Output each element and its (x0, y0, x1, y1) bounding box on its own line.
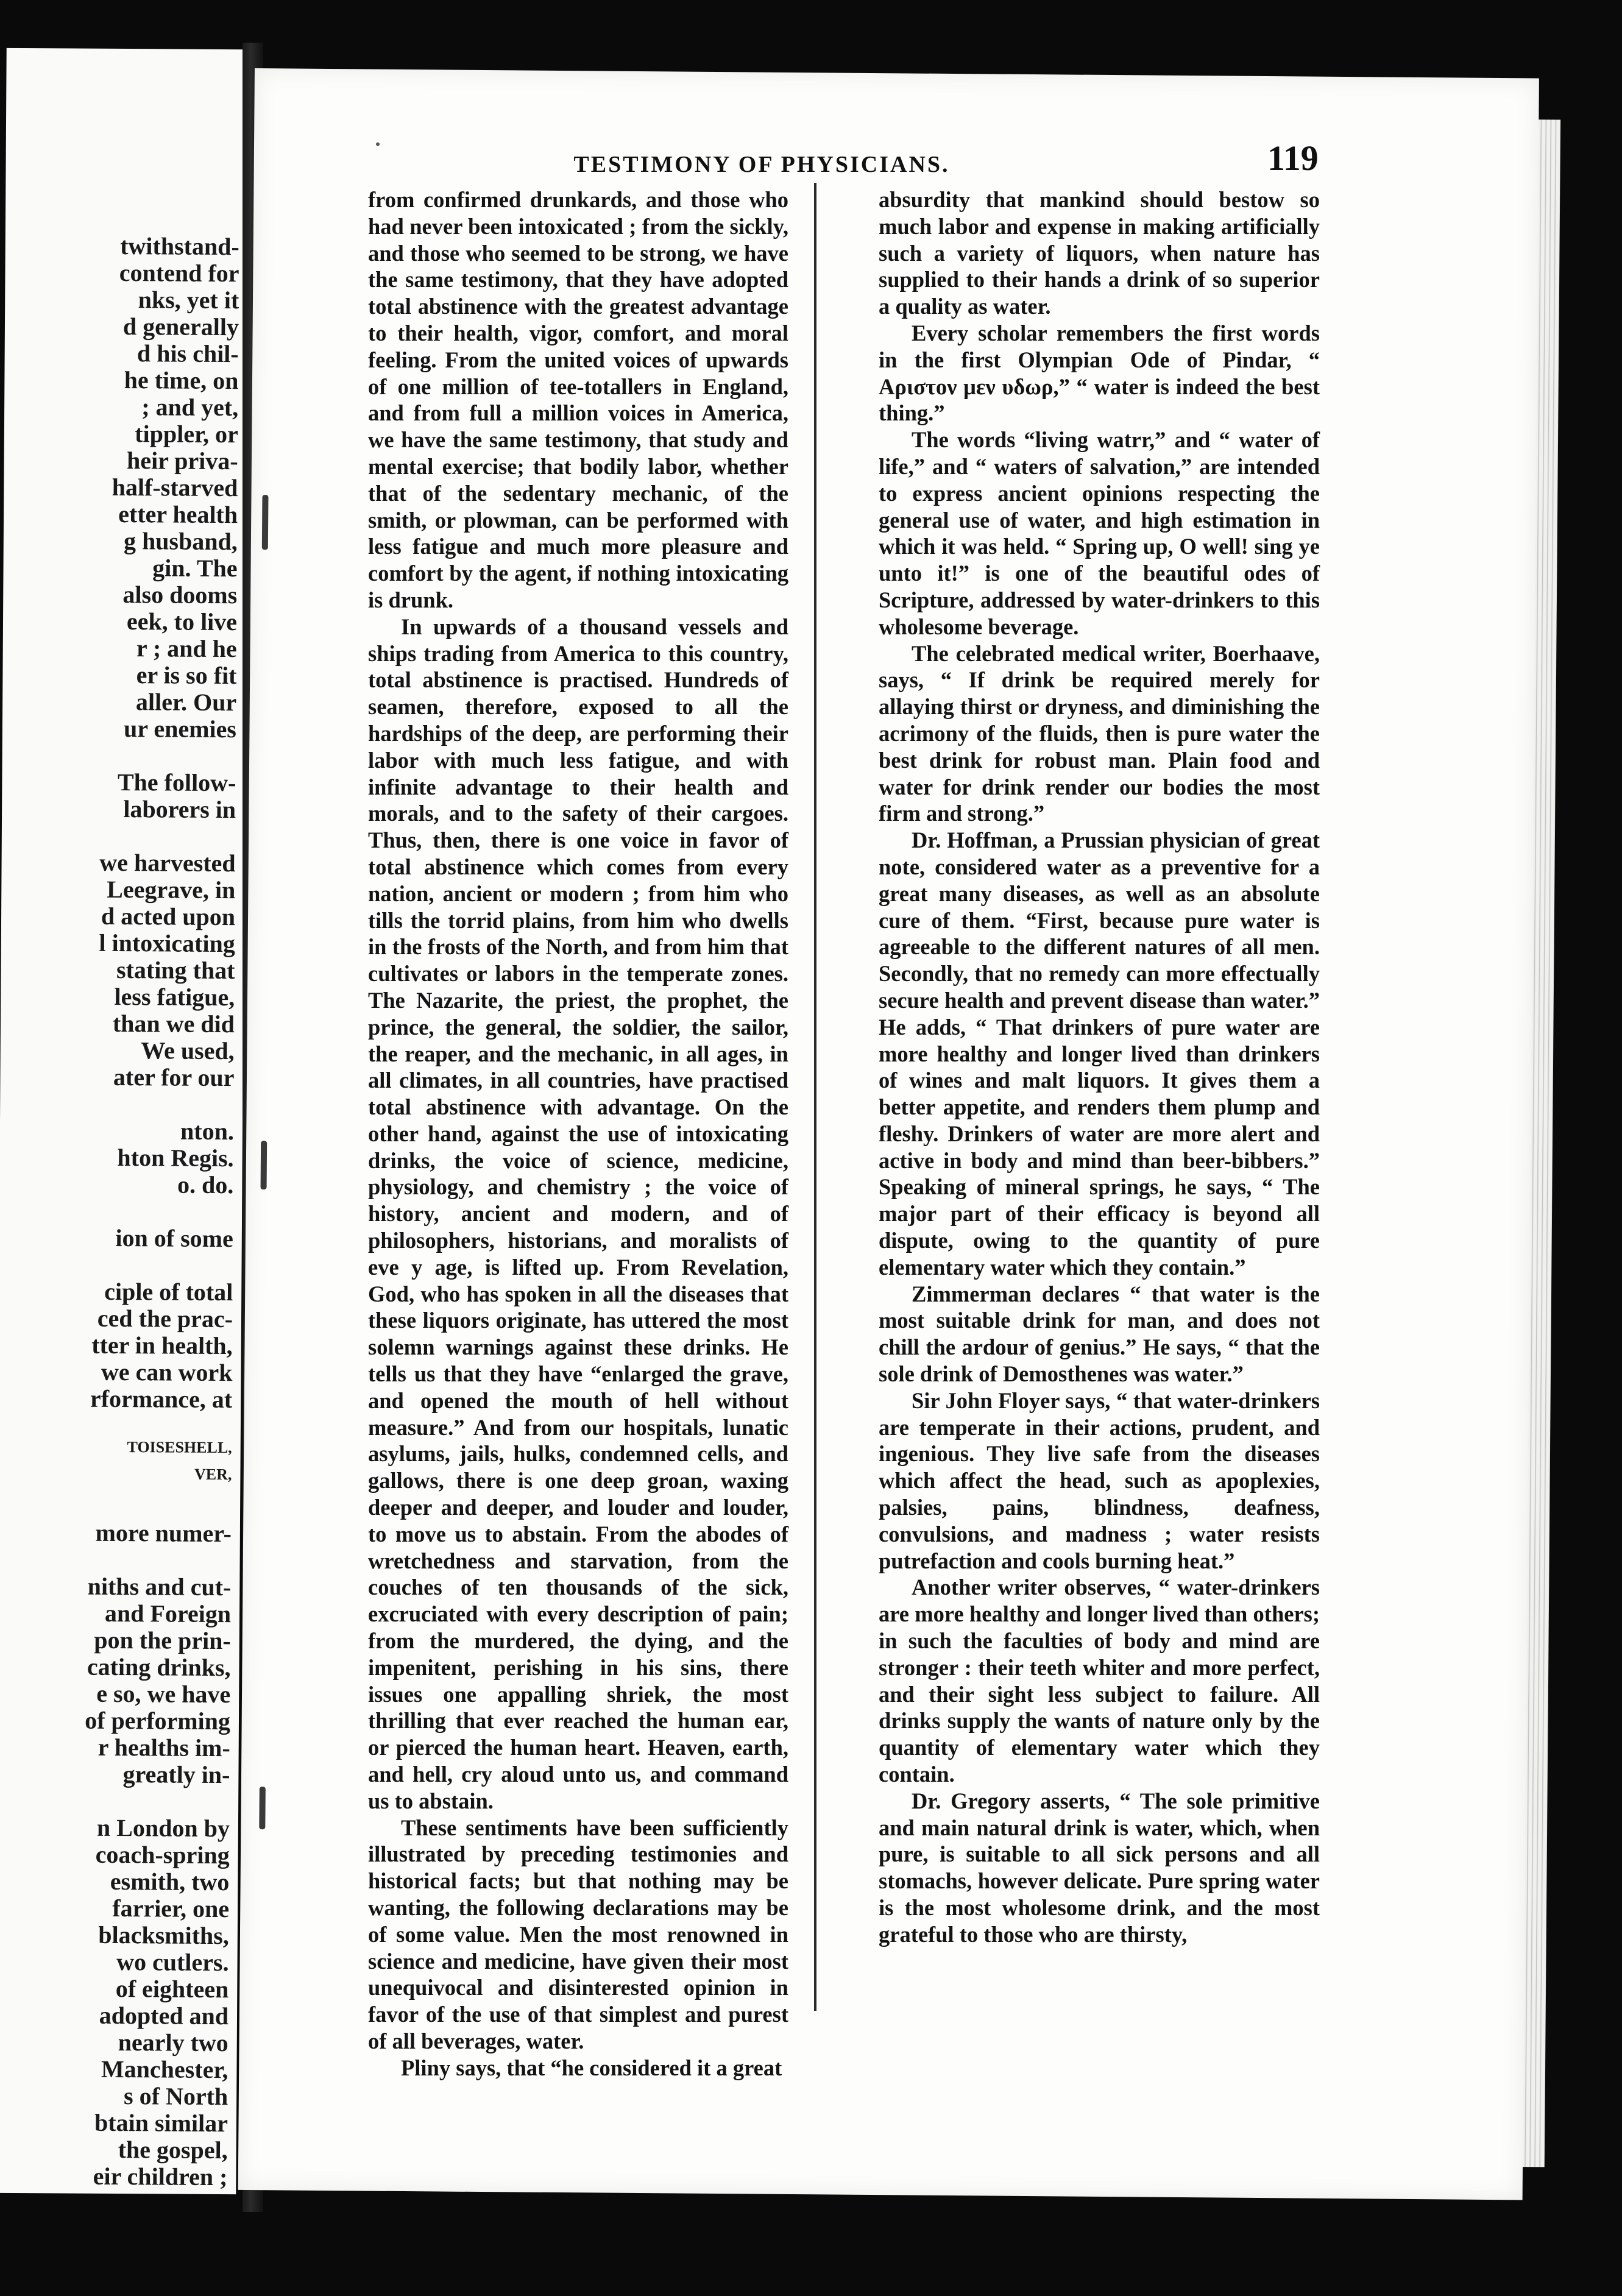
previous-page-text-fragment: and Foreign (104, 1599, 232, 1628)
previous-page-text-fragment: of eighteen (115, 1974, 229, 2004)
paragraph: absurdity that mankind should bestow so much labor and expense in making artificially such a variety of liquors, when nature has supplied to their hands a drink of so superior a quality as water. (879, 187, 1320, 319)
previous-page-text-fragment: ced the prac- (97, 1304, 233, 1333)
previous-page-text-fragment: eir children ; (93, 2162, 228, 2191)
previous-page-text-fragment: less fatigue, (114, 982, 235, 1012)
previous-page-text-fragment: l intoxicating (99, 929, 235, 958)
paragraph: These sentiments have been sufficiently illustrated by preceding testimonies and historical facts; but that nothing may be wanting, the following declarations may be of some value. Men the most renowned in science and medicine, have given their most unequivocal and disinterested opinion in favor of the use of that simplest and purest of all beverages, water. (368, 1815, 788, 2053)
previous-page-text-fragment: Leegrave, in (107, 875, 236, 904)
previous-page-text-fragment: The follow- (117, 768, 236, 797)
column-rule (814, 183, 816, 2011)
previous-page-text-fragment: aller. Our (135, 688, 237, 717)
previous-page-text-fragment: greatly in- (122, 1760, 230, 1789)
previous-page-text-fragment: ; and yet, (141, 393, 239, 422)
previous-page-text-fragment: ciple of total (104, 1277, 233, 1306)
previous-page-text-fragment: half-starved (112, 473, 238, 502)
previous-page-text-fragment: o. do. (177, 1171, 234, 1199)
paragraph: Pliny says, that “he considered it a great (401, 2055, 782, 2080)
paragraph: The words “living watrr,” and “ water of life,” and “ waters of salvation,” are intended to express ancient opinions respecting the general use of water, and high estimation in which it was held. “ Spring up, O well! sing ye unto it!” is one of the beautiful odes of Scripture, addressed by water-drinkers to this wholesome beverage. (879, 427, 1320, 639)
paragraph: The celebrated medical writer, Boerhaave, says, “ If drink be required merely for allaying thirst or dryness, and diminishing the acrimony of the fluids, then is pure water the best drink for robust man. Plain food and water for drink render our bodies the most firm and strong.” (879, 640, 1320, 826)
paragraph: Zimmerman declares “ that water is the most suitable drink for man, and does not chill the ardour of genius.” He says, “ that the sole drink of Demosthenes was water.” (879, 1281, 1320, 1387)
previous-page-text-fragment: nks, yet it (138, 286, 239, 314)
previous-page-text-fragment: s of North (123, 2082, 228, 2111)
binding-thread-mark (259, 1787, 266, 1829)
previous-page-text-fragment: tippler, or (135, 420, 239, 448)
paragraph: Dr. Gregory asserts, “ The sole primitive and main natural drink is water, which, when pure, is suitable to all sick persons and all stomachs, however delicate. Pure spring water is the most wholesome drink, and the most grateful to those who are thirsty, (879, 1788, 1320, 1947)
previous-page-text-fragment: ater for our (113, 1063, 235, 1092)
binding-thread-mark (262, 495, 269, 550)
previous-page-text-fragment: Manchester, (101, 2055, 228, 2084)
previous-page-text-fragment: btain similar (94, 2108, 228, 2138)
paragraph: Dr. Hoffman, a Prussian physician of great note, considered water as a preventive for a great many diseases, as well as an absolute cure of them. “First, because pure water is agreeable to the different natures of all men. Secondly, that no remedy can more effectually secure health and prevent disease than water.” He adds, “ That drinkers of pure water are more healthy and longer lived than drinkers of wines and malt liquors. It gives them a better appetite, and renders them plump and fleshy. Drinkers of water are more alert and active in body and mind than beer-bibbers.” Speaking of mineral springs, he says, “ The major part of their efficacy is beyond all dispute, owing to the quantity of pure elementary water which they contain.” (879, 827, 1320, 1280)
previous-page-text-fragment: d his chil- (136, 339, 239, 368)
previous-page-text-fragment: the gospel, (118, 2135, 228, 2164)
previous-page-text-fragment: eek, to live (126, 608, 238, 636)
previous-page-text-fragment: pon the prin- (94, 1626, 231, 1655)
previous-page-text-fragment: than we did (112, 1009, 235, 1038)
previous-page-text-fragment: farrier, one (112, 1894, 230, 1923)
previous-page-text-fragment: d acted upon (101, 902, 236, 931)
previous-page-text-fragment: niths and cut- (87, 1572, 232, 1601)
previous-page-text-fragment: twithstand- (120, 232, 239, 261)
previous-page-text-fragment: laborers in (123, 795, 236, 824)
previous-page-text-fragment: gin. The (152, 554, 238, 583)
previous-page-text-fragment: more numer- (95, 1518, 232, 1548)
paragraph: In upwards of a thousand vessels and ships trading from America to this country, total abstinence is practised. Hundreds of seamen, therefore, exposed to all the hardships of the deep, are performing their labor with much less fatigue, and with infinite advantage to their health and morals, and to the safety of their cargoes. Thus, then, there is one voice in favor of total abstinence which comes from every nation, ancient or modern ; from him who tills the torrid plains, from him who dwells in the frosts of the North, and from him that cultivates or labors in the temperate zones. The Nazarite, the priest, the prophet, the prince, the general, the soldier, the sailor, the reaper, and the mechanic, in all ages, in all climates, in all countries, have practised total abstinence with advantage. On the other hand, against the use of intoxicating drinks, the voice of science, medicine, physiology, and chemistry ; the voice of history, ancient and modern, and of philosophers, historians, and moralists of eve y age, is lifted up. From Revelation, God, who has spoken in all the diseases that these liquors originate, has uttered the most solemn warnings against these drinks. He tells us that they have “enlarged the grave, and opened the mouth of hell without measure.” And from our hospitals, lunatic asylums, jails, hulks, condemned cells, and gallows, there is one deep groan, waxing deeper and deeper, and louder and louder, to move us to abstain. From the abodes of wretchedness and starvation, from the couches of ten thousands of the sick, excruciated with every description of pain; from the murdered, the dying, and the impenitent, perishing in his sins, there issues one appalling shriek, the most thrilling that ever reached the human ear, or pierced the human heart. Heaven, earth, and hell, cry aloud unto us, and command us to abstain. (368, 614, 788, 1813)
previous-page-text-fragment: n London by (96, 1813, 230, 1843)
previous-page-text-fragment: also dooms (122, 580, 238, 609)
previous-page-text-fragment: d generally (122, 312, 239, 341)
previous-page-text-fragment: heir priva- (126, 447, 238, 475)
paragraph: from confirmed drunkards, and those who had never been intoxicated ; from the sickly, and those who seemed to be strong, we have the same testimony, that they have adopted total abstinence with the greatest advantage to their health, vigor, comfort, and moral feeling. From the united voices of upwards of one million of tee-totallers in England, and from full a million voices in America, we have the same testimony, that study and mental exercise; that bodily labor, whether that of the sedentary mechanic, of the smith, or plowman, can be performed with less fatigue and much more pleasure and comfort by the agent, if nothing intoxicating is drunk. (368, 187, 788, 612)
previous-page-text-fragment: we harvested (99, 848, 236, 877)
previous-page-text-fragment: rformance, at (90, 1384, 233, 1414)
page-number: 119 (1267, 138, 1319, 178)
previous-page-text-fragment: ion of some (115, 1224, 233, 1253)
previous-page-text-fragment: r healths im- (97, 1733, 230, 1762)
previous-page-fragment (0, 48, 249, 2194)
paragraph: Another writer observes, “ water-drinkers are more healthy and longer lived than others; in such the faculties of body and mind are stronger : their teeth whiter and more perfect, and their sight less subject to failure. All drinks supply the wants of nature only by the quantity of elementary water which they contain. (879, 1575, 1320, 1787)
previous-page-text-fragment: cating drinks, (87, 1653, 231, 1682)
paper-speck (376, 143, 380, 146)
binding-thread-mark (261, 1141, 267, 1189)
previous-page-text-fragment: esmith, two (110, 1867, 230, 1896)
previous-page-text-fragment: hton Regis. (117, 1143, 234, 1172)
previous-page-text-fragment: stating that (116, 955, 235, 985)
previous-page-text-fragment: g husband, (123, 527, 238, 556)
previous-page-text-fragment: contend for (119, 258, 239, 288)
previous-page-text-fragment: wo cutlers. (116, 1947, 229, 1977)
previous-page-text-fragment: of performing (85, 1706, 231, 1735)
previous-page-text-fragment: er is so fit (136, 661, 237, 690)
text-column-right (879, 186, 1320, 1948)
previous-page-text-fragment: coach-spring (95, 1840, 230, 1869)
paragraph: Every scholar remembers the first words in the first Olympian Ode of Pindar, “ Αριστον μεν υδωρ,” “ water is indeed the best thing.” (879, 320, 1320, 426)
previous-page-text-fragment: etter health (118, 500, 238, 529)
previous-page-text-fragment: e so, we have (96, 1679, 231, 1709)
previous-page-text-fragment: he time, on (124, 366, 239, 395)
running-head: TESTIMONY OF PHYSICIANS. (573, 152, 950, 177)
previous-page-text-fragment: We used, (141, 1036, 235, 1065)
paragraph: Sir John Floyer says, “ that water-drinkers are temperate in their actions, prudent, and ingenious. They live safe from the diseases which affect the head, such as apoplexies, palsies, pains, blindness, deafness, convulsions, and madness ; water resists putrefaction and cools burning heat.” (879, 1387, 1320, 1573)
previous-page-text-fragment: r ; and he (136, 634, 237, 663)
previous-page-text-fragment: we can work (101, 1358, 233, 1387)
text-column-left (368, 186, 788, 2082)
previous-page-text-fragment: VER, (194, 1465, 232, 1484)
previous-page-text-fragment: tter in health, (91, 1331, 233, 1360)
previous-page-text-fragment: nearly two (118, 2028, 228, 2057)
previous-page-text-fragment: adopted and (99, 2001, 229, 2030)
previous-page-text-fragment: ur enemies (124, 715, 237, 743)
previous-page-text-fragment: TOISESHELL, (127, 1438, 232, 1457)
previous-page-text-fragment: blacksmiths, (98, 1921, 229, 1950)
previous-page-text-fragment: nton. (180, 1117, 235, 1146)
